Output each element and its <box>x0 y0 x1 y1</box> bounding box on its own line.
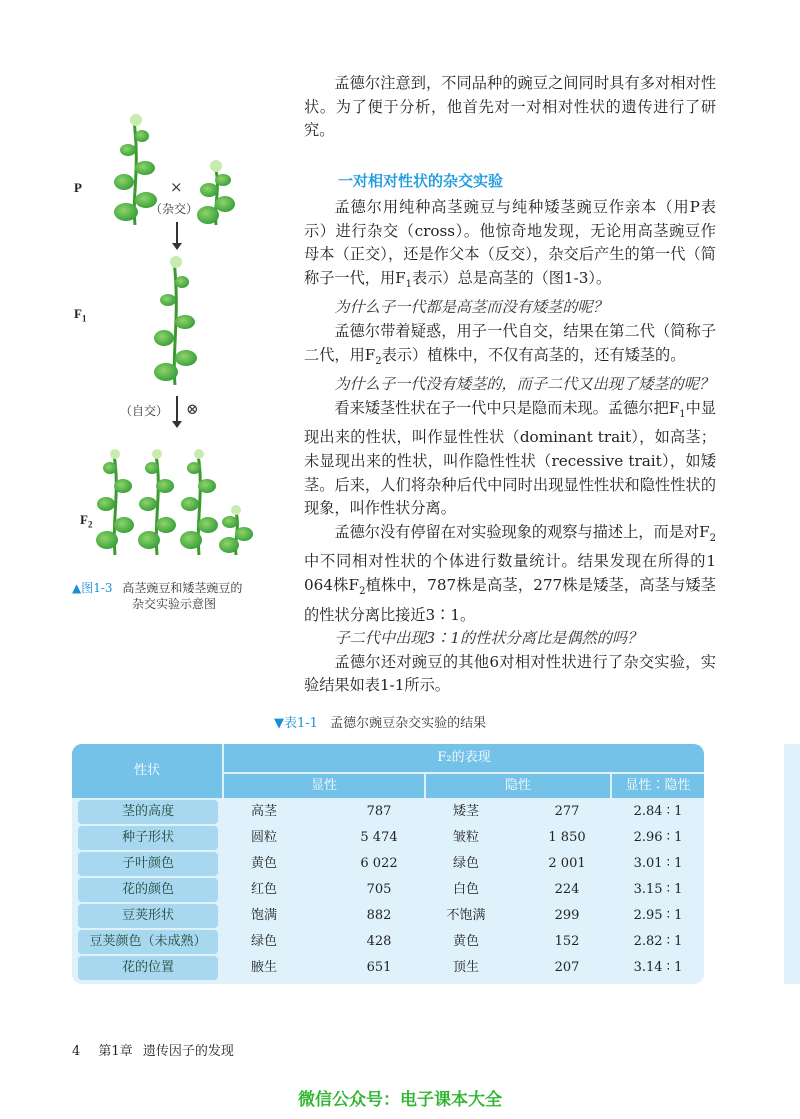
cell-ratio: 3.15 ∶ 1 <box>633 882 683 897</box>
cell-trait: 花的位置 <box>78 956 218 980</box>
cell-ratio: 3.14 ∶ 1 <box>633 960 683 975</box>
f2-plant-2 <box>138 449 176 555</box>
cell-trait: 豆荚颜色（未成熟） <box>78 930 218 954</box>
table-row <box>72 852 704 876</box>
cell-recessive-count: 224 <box>554 882 580 897</box>
self-text: （自交） <box>120 404 169 418</box>
cell-ratio: 2.82 ∶ 1 <box>633 934 683 949</box>
chapter-label: 第1章 <box>98 1044 133 1059</box>
header-f2: F₂的表现 <box>224 744 704 772</box>
cell-dominant-count: 5 474 <box>360 830 398 845</box>
cell-dominant-count: 705 <box>366 882 392 897</box>
pea-plants-illustration <box>90 100 290 570</box>
cell-recessive-count: 2 001 <box>548 856 586 871</box>
header-recessive: 隐性 <box>426 774 610 798</box>
cell-dominant-count: 787 <box>366 804 392 819</box>
cell-trait: 茎的高度 <box>78 800 218 824</box>
paragraph-4: 孟德尔没有停留在对实验现象的观察与描述上，而是对$F_2$中不同相对性状的个体进行数量统计。结果发现在所得的1 064株$F_2$植株中，787株是高茎，277株是矮茎，高茎与矮茎的性状分离比接近3∶1。 <box>304 522 716 624</box>
table-row <box>72 930 704 954</box>
cell-recessive-count: 277 <box>554 804 580 819</box>
cell-ratio: 3.01 ∶ 1 <box>633 856 683 871</box>
cell-dominant-count: 651 <box>366 960 392 975</box>
cell-dominant-trait: 红色 <box>250 882 277 897</box>
cell-dominant-trait: 圆粒 <box>250 830 277 845</box>
p-short-plant <box>197 160 235 225</box>
chapter-title: 遗传因子的发现 <box>142 1044 234 1059</box>
cell-dominant-trait: 腋生 <box>250 960 277 975</box>
cross-text: （杂交） <box>150 202 199 216</box>
cell-dominant-count: 882 <box>366 908 392 923</box>
self-symbol: ⊗ <box>186 400 199 418</box>
page-footer <box>72 1040 234 1059</box>
cell-recessive-trait: 白色 <box>452 882 479 897</box>
cell-dominant-count: 428 <box>366 934 392 949</box>
figure-caption-number: ▲图1-3 <box>72 581 113 595</box>
cell-recessive-count: 1 850 <box>548 830 586 845</box>
f1-tall-plant <box>154 256 197 385</box>
label-f2: $F_2$ <box>80 512 93 530</box>
results-table <box>72 744 704 984</box>
paragraph-1: 孟德尔用纯种高茎豌豆与纯种矮茎豌豆作亲本（用P表示）进行杂交（cross）。他惊奇地发现，无论用高茎豌豆作母本（正交），还是作父本（反交），杂交后产生的第一代（简称子一代，用$F_1$表示）总是高茎的（图1-3）。 <box>304 198 716 290</box>
table-caption-number: ▼表1-1 <box>274 716 318 731</box>
paragraph-3: 看来矮茎性状在子一代中只是隐而未现。孟德尔把$F_1$中显现出来的性状，叫作显性性状（dominant trait），如高茎；未显现出来的性状，叫作隐性性状（recessive trait），如矮茎。后来，人们将杂种后代中同时出现显性性状和隐性性状的现象，叫作性状分离。 <box>304 398 716 518</box>
cell-dominant-trait: 绿色 <box>250 934 277 949</box>
table-caption <box>274 712 486 731</box>
cell-dominant-trait: 黄色 <box>250 856 277 871</box>
label-f1: $F_1$ <box>74 306 87 324</box>
cell-recessive-count: 152 <box>554 934 580 949</box>
figure-caption-line2: 杂交实验示意图 <box>132 597 217 611</box>
f2-plant-3 <box>180 449 218 555</box>
figure-caption <box>72 580 272 612</box>
paragraph-5: 孟德尔还对豌豆的其他6对相对性状进行了杂交实验，实验结果如表1-1所示。 <box>304 652 716 695</box>
cell-trait: 豆荚形状 <box>78 904 218 928</box>
header-dominant: 显性 <box>224 774 424 798</box>
cell-ratio: 2.95 ∶ 1 <box>633 908 683 923</box>
question-3: 子二代中出现3∶1的性状分离比是偶然的吗？ <box>334 629 643 648</box>
cell-recessive-trait: 矮茎 <box>452 804 479 819</box>
f2-plant-short <box>219 505 253 555</box>
cross-symbol: × <box>170 178 183 196</box>
question-1: 为什么子一代都是高茎而没有矮茎的呢？ <box>334 298 608 317</box>
cell-ratio: 2.96 ∶ 1 <box>633 830 683 845</box>
body-text <box>304 196 716 698</box>
cell-recessive-trait: 不饱满 <box>446 908 486 923</box>
cell-recessive-count: 299 <box>554 908 580 923</box>
cell-recessive-trait: 黄色 <box>452 934 479 949</box>
figure-caption-line1: 高茎豌豆和矮茎豌豆的 <box>122 581 243 595</box>
cell-recessive-count: 207 <box>554 960 580 975</box>
cell-recessive-trait: 顶生 <box>452 960 479 975</box>
arrow-p-to-f1 <box>176 222 178 244</box>
section-title: 一对相对性状的杂交实验 <box>338 172 504 190</box>
table-row <box>72 826 704 850</box>
table-row <box>72 904 704 928</box>
cell-trait: 子叶颜色 <box>78 852 218 876</box>
header-trait: 性状 <box>72 744 222 798</box>
table-caption-text: 孟德尔豌豆杂交实验的结果 <box>330 716 487 731</box>
cell-trait: 种子形状 <box>78 826 218 850</box>
page-number: 4 <box>72 1044 81 1059</box>
arrow-f1-to-f2 <box>176 396 178 422</box>
table-row <box>72 878 704 902</box>
header-ratio: 显性∶隐性 <box>612 774 704 798</box>
page-edge-tab <box>784 744 800 984</box>
label-p: P <box>74 180 82 195</box>
cell-dominant-count: 6 022 <box>360 856 398 871</box>
cell-dominant-trait: 饱满 <box>250 908 277 923</box>
cell-dominant-trait: 高茎 <box>250 804 277 819</box>
table-row <box>72 956 704 980</box>
table-row <box>72 800 704 824</box>
paragraph-2: 孟德尔带着疑惑，用子一代自交，结果在第二代（简称子二代，用$F_2$表示）植株中，不仅有高茎的，还有矮茎的。 <box>304 322 716 367</box>
intro-paragraph: 孟德尔注意到，不同品种的豌豆之间同时具有多对相对性状。为了便于分析，他首先对一对相对性状的遗传进行了研究。 <box>304 74 716 140</box>
cell-recessive-trait: 皱粒 <box>452 830 479 845</box>
cell-trait: 花的颜色 <box>78 878 218 902</box>
wechat-watermark: 微信公众号：电子课本大全 <box>298 1090 502 1110</box>
cell-ratio: 2.84 ∶ 1 <box>633 804 683 819</box>
question-2: 为什么子一代没有矮茎的，而子二代又出现了矮茎的呢？ <box>334 375 715 394</box>
f2-plant-1 <box>96 449 134 555</box>
cell-recessive-trait: 绿色 <box>452 856 479 871</box>
